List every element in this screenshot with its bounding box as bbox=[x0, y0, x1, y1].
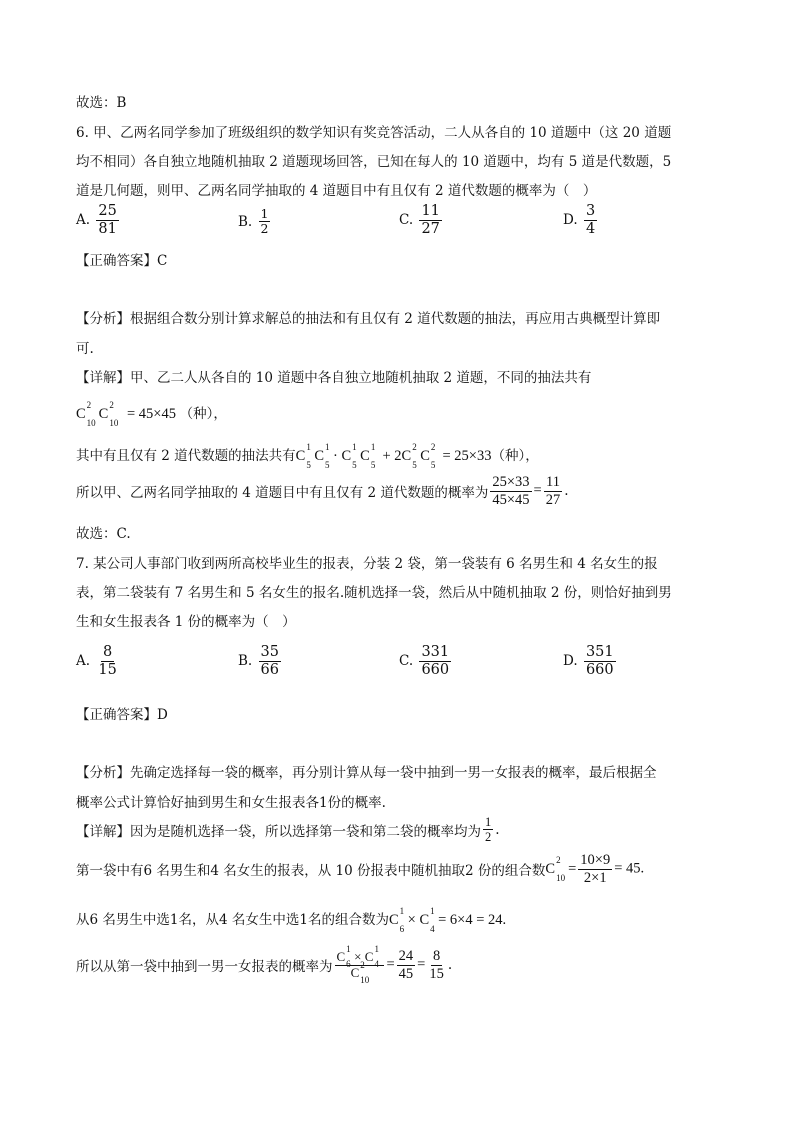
q6-detail-line3 bbox=[76, 442, 539, 470]
option-fraction bbox=[584, 203, 597, 237]
q7-text-line3: 生和女生报表各 1 份的概率为（ ） bbox=[76, 614, 296, 630]
q6-final-answer: 故选：C. bbox=[76, 526, 131, 542]
q6-detail-line4: 所以甲、乙两名同学抽取的 4 道题目中有且仅有 2 道代数题的概率为 $\frac{25\times 33}{45\times 45}$ = $\frac{11}{27}$ . bbox=[76, 474, 569, 508]
math-expression: C 1 5 C 1 5 · C 1 5 C 1 5 + 2C 2 5 C 2 5 = 25×33 bbox=[295, 442, 492, 470]
fraction-denominator: 27 bbox=[421, 220, 440, 237]
math-expression: C 1 6 × C 1 4 = 6×4 = 24. bbox=[388, 906, 507, 934]
fraction-numerator: 35 bbox=[260, 644, 279, 660]
simplified-fraction: $\frac{8}{15}$ bbox=[429, 948, 444, 982]
half-fraction: $\frac{1}{2}$ bbox=[485, 815, 492, 845]
option-label: D. bbox=[563, 653, 578, 670]
simplified-fraction: $\frac{11}{27}$ bbox=[545, 474, 561, 508]
q6-analysis-line1: 【分析】根据组合数分别计算求解总的抽法和有且仅有 2 道代数题的抽法，再应用古典概型计算即 bbox=[76, 311, 661, 327]
combination-fraction: $\frac{10\times 9}{2\times 1}$ bbox=[580, 852, 611, 886]
detail-text: 【详解】因为是随机选择一袋，所以选择第一袋和第二袋的概率均为 bbox=[76, 823, 481, 840]
option-fraction bbox=[259, 644, 281, 678]
option-label: C. bbox=[399, 212, 414, 229]
previous-answer: 故选：B bbox=[76, 95, 127, 111]
combination-symbol: C 2 10 bbox=[98, 400, 119, 428]
fraction-numerator: 331 bbox=[421, 644, 450, 660]
fraction-denominator: 660 bbox=[585, 661, 614, 678]
probability-fraction: $\frac{25\times 33}{45\times 45}$ bbox=[492, 474, 530, 508]
q6-detail-line2 bbox=[76, 400, 227, 428]
unit-text: （种）， bbox=[491, 448, 539, 464]
option-label: B. bbox=[238, 653, 253, 670]
q7-option-d[interactable] bbox=[563, 644, 618, 678]
q6-option-d[interactable] bbox=[563, 203, 599, 237]
option-fraction bbox=[419, 203, 441, 237]
fraction-denominator: 81 bbox=[98, 220, 117, 237]
q7-text-line1: 7. 某公司人事部门收到两所高校毕业生的报表，分装 2 袋，第一袋装有 6 名男生和 4 名女生的报 bbox=[76, 556, 658, 572]
fraction-numerator: 351 bbox=[585, 644, 614, 660]
q6-text-line1: 6. 甲、乙两名同学参加了班级组织的数学知识有奖竞答活动，二人从各自的 10 道题中（这 20 道题 bbox=[76, 125, 672, 141]
detail-text: 从6 名男生中选1名，从4 名女生中选1名的组合数为 bbox=[76, 912, 389, 928]
q7-option-a[interactable] bbox=[76, 644, 121, 678]
option-label: D. bbox=[563, 212, 578, 229]
q7-text-line2: 表，第二袋装有 7 名男生和 5 名女生的报名.随机选择一袋，然后从中随机抽取 2 份，则恰好抽到男 bbox=[76, 585, 672, 601]
q6-text-line2: 均不相同）各自独立地随机抽取 2 道题现场回答，已知在每人的 10 道题中，均有 5 道是代数题，5 bbox=[76, 154, 672, 170]
unit-text: （种）， bbox=[179, 406, 227, 422]
fraction-numerator: 11 bbox=[421, 203, 440, 219]
detail-text: 所以从第一袋中抽到一男一女报表的概率为 bbox=[76, 959, 333, 976]
fraction-denominator: 4 bbox=[585, 220, 596, 237]
q6-analysis-line2: 可. bbox=[76, 341, 94, 357]
option-fraction bbox=[96, 644, 118, 678]
fraction-denominator: 66 bbox=[260, 661, 279, 678]
q7-option-c[interactable] bbox=[399, 644, 453, 678]
q7-detail-line2: 第一袋中有6 名男生和4 名女生的报表，从 10 份报表中随机抽取2 份的组合数C 2 10 = $\frac{10\times 9}{2\times 1}$ = 45. bbox=[76, 852, 645, 886]
q6-text-line3: 道是几何题，则甲、乙两名同学抽取的 4 道题目中有且仅有 2 道代数题的概率为（ ） bbox=[76, 183, 597, 199]
fraction-denominator: 2 bbox=[260, 221, 269, 237]
fraction-numerator: 1 bbox=[260, 206, 269, 221]
q6-option-a[interactable] bbox=[76, 203, 121, 237]
option-label: A. bbox=[76, 653, 91, 670]
q7-detail-line1: 【详解】因为是随机选择一袋，所以选择第一袋和第二袋的概率均为 $\frac{1}{2}$ . bbox=[76, 815, 500, 845]
q7-correct-answer: 【正确答案】D bbox=[76, 707, 168, 723]
q6-option-b[interactable] bbox=[238, 207, 272, 237]
q6-correct-answer: 【正确答案】C bbox=[76, 253, 168, 269]
detail-text: 其中有且仅有 2 道代数题的抽法共有 bbox=[76, 448, 296, 464]
option-fraction bbox=[259, 207, 271, 237]
intermediate-fraction: $\frac{24}{45}$ bbox=[398, 948, 414, 982]
option-fraction bbox=[584, 644, 616, 678]
option-fraction bbox=[96, 203, 118, 237]
detail-text: 所以甲、乙两名同学抽取的 4 道题目中有且仅有 2 道代数题的概率为 bbox=[76, 485, 489, 502]
option-fraction bbox=[419, 644, 451, 678]
combination-symbol: C 2 10 bbox=[76, 400, 96, 428]
option-label: C. bbox=[399, 653, 414, 670]
fraction-denominator: 660 bbox=[421, 661, 450, 678]
math-expression: = 45×45 bbox=[126, 406, 176, 422]
q7-analysis-line1: 【分析】先确定选择每一袋的概率，再分别计算从每一袋中抽到一男一女报表的概率，最后根据全 bbox=[76, 765, 657, 781]
fraction-denominator: 15 bbox=[98, 661, 117, 678]
q6-detail-line1: 【详解】甲、乙二人从各自的 10 道题中各自独立地随机抽取 2 道题，不同的抽法共有 bbox=[76, 370, 592, 386]
option-label: B. bbox=[238, 213, 253, 230]
q7-option-b[interactable] bbox=[238, 644, 283, 678]
fraction-numerator: 8 bbox=[102, 644, 113, 660]
q7-detail-line3 bbox=[76, 906, 507, 934]
q7-detail-line4: 所以从第一袋中抽到一男一女报表的概率为 C 1 6 × C 1 4 C 2 10 = $\frac{24}{45}$ = $\frac{8}{15}$ . bbox=[76, 943, 453, 986]
probability-fraction: C 1 6 × C 1 4 C 2 10 bbox=[335, 950, 385, 981]
q7-analysis-line2: 概率公式计算恰好抽到男生和女生报表各1份的概率. bbox=[76, 795, 386, 811]
option-label: A. bbox=[76, 212, 91, 229]
q6-option-c[interactable] bbox=[399, 203, 444, 237]
detail-text: 第一袋中有6 名男生和4 名女生的报表，从 10 份报表中随机抽取2 份的组合数 bbox=[76, 863, 546, 880]
fraction-numerator: 25 bbox=[98, 203, 117, 219]
fraction-numerator: 3 bbox=[585, 203, 596, 219]
